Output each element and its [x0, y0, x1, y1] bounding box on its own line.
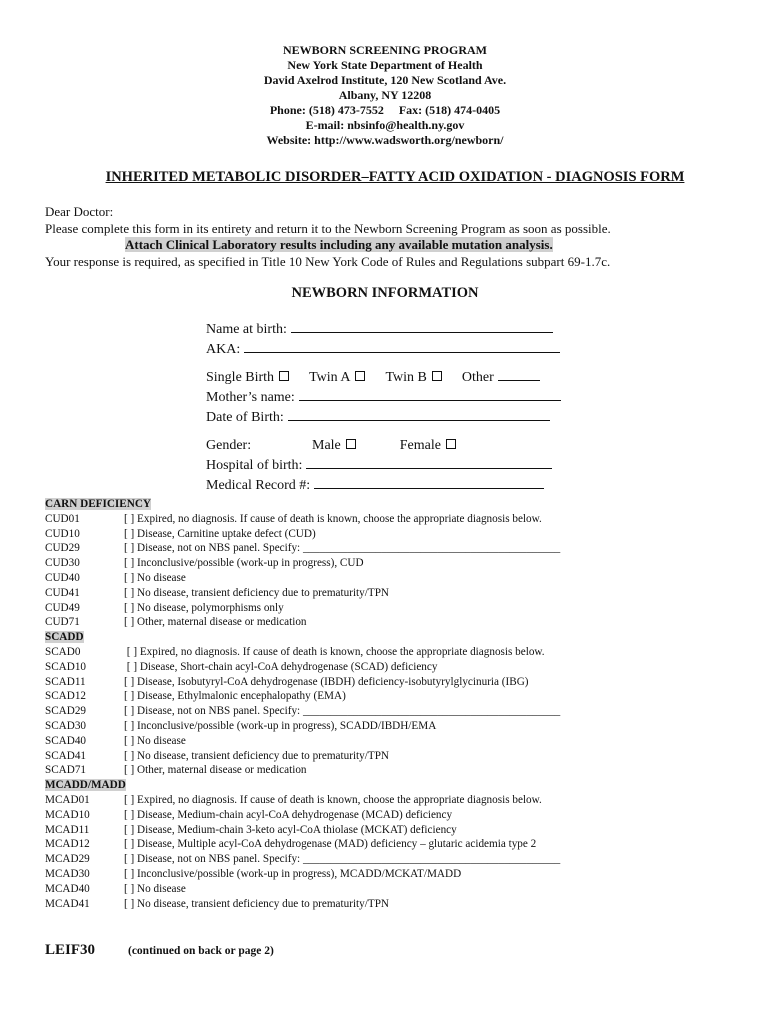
code-row[interactable]	[45, 837, 735, 852]
code-desc: [ ] Disease, not on NBS panel. Specify: ______________________________________________	[124, 853, 561, 866]
code-row[interactable]	[45, 601, 735, 616]
code-row[interactable]	[45, 675, 735, 690]
code-desc: [ ] No disease, transient deficiency due to prematurity/TPN	[124, 749, 389, 762]
program-header	[0, 43, 770, 148]
code-row[interactable]	[45, 645, 735, 660]
code-row[interactable]	[45, 660, 735, 675]
code-row[interactable]	[45, 793, 735, 808]
diagnosis-codes	[45, 497, 735, 911]
intro-text	[45, 204, 735, 270]
code-desc: [ ] No disease	[124, 882, 186, 895]
code-desc: [ ] Expired, no diagnosis. If cause of death is known, choose the appropriate diagnosis below.	[124, 793, 542, 806]
code-desc: [ ] Disease, Isobutyryl-CoA dehydrogenase (IBDH) deficiency-isobutyrylglycinuria (IBG)	[124, 675, 529, 688]
code-row[interactable]	[45, 586, 735, 601]
code-desc: [ ] No disease	[124, 571, 186, 584]
code-desc: [ ] Disease, Medium-chain 3-keto acyl-CoA thiolase (MCKAT) deficiency	[124, 823, 457, 836]
code-desc: [ ] Other, maternal disease or medication	[124, 616, 307, 629]
carn-deficiency-heading: CARN DEFICIENCY	[45, 498, 151, 510]
code-id: CUD10	[45, 527, 80, 540]
phone-fax-line: Phone: (518) 473-7552 Fax: (518) 474-0405	[269, 103, 501, 117]
code-desc: [ ] No disease	[124, 734, 186, 747]
code-row[interactable]	[45, 719, 735, 734]
gender-row	[206, 437, 561, 455]
city-line: Albany, NY 12208	[338, 88, 432, 102]
twin-b-label: Twin B	[385, 370, 427, 385]
medical-record-field[interactable]	[314, 475, 544, 489]
scadd-heading: SCADD	[45, 631, 84, 644]
code-row[interactable]	[45, 704, 735, 719]
code-desc: [ ] No disease, polymorphisms only	[124, 601, 284, 614]
code-row[interactable]	[45, 867, 735, 882]
code-row[interactable]	[45, 615, 735, 630]
code-id: MCAD10	[45, 808, 90, 821]
page-footer	[45, 941, 274, 959]
female-checkbox[interactable]	[446, 439, 456, 449]
instruction: Please complete this form in its entirety and return it to the Newborn Screening Program as soon as possible.	[45, 220, 611, 236]
requirement-notice: Your response is required, as specified in Title 10 New York Code of Rules and Regulations subpart 69-1.7c.	[45, 253, 611, 269]
program-name: NEWBORN SCREENING PROGRAM	[282, 43, 487, 57]
mother-name-row	[206, 387, 561, 407]
code-desc: [ ] Disease, Medium-chain acyl-CoA dehydrogenase (MCAD) deficiency	[124, 808, 453, 821]
code-desc: [ ] Disease, Ethylmalonic encephalopathy (EMA)	[124, 690, 346, 703]
code-row[interactable]	[45, 823, 735, 838]
code-desc: [ ] Expired, no diagnosis. If cause of death is known, choose the appropriate diagnosis below.	[124, 645, 545, 658]
code-id: MCAD40	[45, 882, 90, 895]
male-label: Male	[312, 438, 341, 453]
website-line: Website: http://www.wadsworth.org/newborn/	[266, 133, 504, 147]
form-title: INHERITED METABOLIC DISORDER–FATTY ACID OXIDATION - DIAGNOSIS FORM	[105, 169, 685, 185]
code-desc: [ ] Disease, not on NBS panel. Specify: ______________________________________________	[124, 705, 561, 718]
gender-label: Gender:	[206, 438, 252, 453]
code-id: MCAD41	[45, 897, 90, 910]
code-row[interactable]	[45, 689, 735, 704]
code-row[interactable]	[45, 852, 735, 867]
mother-name-label: Mother’s name:	[206, 390, 295, 405]
attach-notice-text: Attach Clinical Laboratory results including any available mutation analysis.	[125, 237, 553, 252]
birth-type-row	[206, 367, 561, 387]
other-field[interactable]	[498, 367, 540, 381]
greeting: Dear Doctor:	[45, 204, 114, 219]
medical-record-row	[206, 475, 561, 495]
code-id: CUD71	[45, 616, 80, 629]
code-id: CUD41	[45, 586, 80, 599]
code-desc: [ ] Disease, Carnitine uptake defect (CUD)	[124, 527, 316, 540]
hospital-label: Hospital of birth:	[206, 458, 303, 473]
mcadd-madd-heading: MCADD/MADD	[45, 779, 126, 792]
code-id: MCAD30	[45, 867, 90, 880]
code-row[interactable]	[45, 749, 735, 764]
code-desc: [ ] Inconclusive/possible (work-up in progress), MCADD/MCKAT/MADD	[124, 867, 462, 880]
date-of-birth-field[interactable]	[288, 407, 550, 421]
institute-address: David Axelrod Institute, 120 New Scotland Ave.	[263, 73, 507, 87]
aka-label: AKA:	[206, 342, 241, 357]
code-row[interactable]	[45, 541, 735, 556]
code-row[interactable]	[45, 571, 735, 586]
code-id: SCAD12	[45, 690, 87, 703]
code-id: MCAD12	[45, 838, 90, 851]
single-birth-label: Single Birth	[206, 370, 275, 385]
code-desc: [ ] No disease, transient deficiency due to prematurity/TPN	[124, 586, 389, 599]
code-id: SCAD29	[45, 705, 87, 718]
newborn-info	[206, 319, 561, 495]
aka-row	[206, 339, 561, 359]
code-desc: [ ] No disease, transient deficiency due to prematurity/TPN	[124, 897, 389, 910]
code-id: MCAD11	[45, 823, 90, 836]
code-id: CUD40	[45, 571, 80, 584]
code-id: MCAD29	[45, 853, 90, 866]
code-desc: [ ] Inconclusive/possible (work-up in progress), SCADD/IBDH/EMA	[124, 719, 437, 732]
email-line: E-mail: nbsinfo@health.ny.gov	[305, 118, 465, 132]
name-at-birth-label: Name at birth:	[206, 322, 287, 337]
code-row[interactable]	[45, 808, 735, 823]
other-label: Other	[461, 370, 494, 385]
male-checkbox[interactable]	[346, 439, 356, 449]
code-row[interactable]	[45, 512, 735, 527]
single-birth-checkbox[interactable]	[279, 371, 289, 381]
twin-b-checkbox[interactable]	[432, 371, 442, 381]
code-desc: [ ] Disease, Multiple acyl-CoA dehydrogenase (MAD) deficiency – glutaric acidemia type 2	[124, 838, 537, 851]
code-row[interactable]	[45, 882, 735, 897]
code-id: CUD49	[45, 601, 80, 614]
code-id: SCAD11	[45, 675, 86, 688]
code-desc: [ ] Disease, not on NBS panel. Specify: ______________________________________________	[124, 542, 561, 555]
twin-a-checkbox[interactable]	[355, 371, 365, 381]
hospital-field[interactable]	[306, 455, 552, 469]
code-desc: [ ] Disease, Short-chain acyl-CoA dehydrogenase (SCAD) deficiency	[124, 660, 438, 673]
medical-record-label: Medical Record #:	[206, 478, 311, 493]
mother-name-field[interactable]	[299, 387, 561, 401]
code-id: SCAD0	[45, 645, 81, 658]
code-id: SCAD30	[45, 719, 87, 732]
code-id: CUD30	[45, 557, 80, 570]
code-row[interactable]	[45, 897, 735, 912]
code-id: CUD01	[45, 512, 80, 525]
code-id: CUD29	[45, 542, 80, 555]
hospital-row	[206, 455, 561, 475]
date-of-birth-row	[206, 407, 561, 427]
code-row[interactable]	[45, 527, 735, 542]
department-name: New York State Department of Health	[287, 58, 483, 72]
code-desc: [ ] Inconclusive/possible (work-up in progress), CUD	[124, 557, 364, 570]
date-of-birth-label: Date of Birth:	[206, 410, 284, 425]
twin-a-label: Twin A	[309, 370, 351, 385]
name-at-birth-field[interactable]	[291, 319, 553, 333]
code-id: SCAD10	[45, 660, 87, 673]
female-label: Female	[399, 438, 441, 453]
aka-field[interactable]	[244, 339, 560, 353]
code-desc: [ ] Expired, no diagnosis. If cause of death is known, choose the appropriate diagnosis below.	[124, 512, 542, 525]
code-row[interactable]	[45, 763, 735, 778]
attach-notice	[45, 237, 735, 254]
newborn-section-title: NEWBORN INFORMATION	[291, 285, 479, 301]
code-id: MCAD01	[45, 793, 90, 806]
name-at-birth-row	[206, 319, 561, 339]
code-id: SCAD40	[45, 734, 87, 747]
code-row[interactable]	[45, 556, 735, 571]
continued-note: (continued on back or page 2)	[128, 945, 274, 957]
code-row[interactable]	[45, 734, 735, 749]
code-id: SCAD71	[45, 764, 87, 777]
code-desc: [ ] Other, maternal disease or medication	[124, 764, 307, 777]
form-code: LEIF30	[45, 942, 96, 958]
code-id: SCAD41	[45, 749, 87, 762]
